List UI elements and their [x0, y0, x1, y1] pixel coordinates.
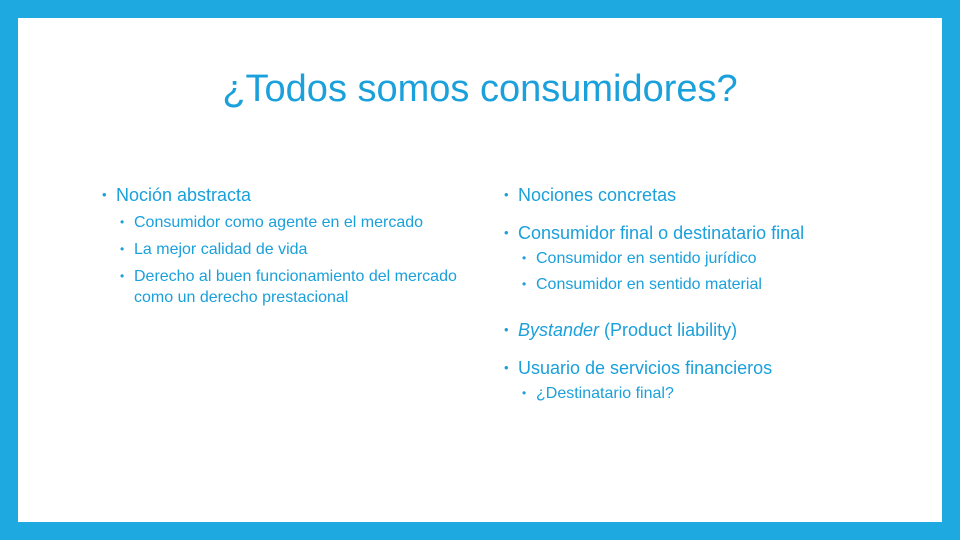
bullet-text: Nociones concretas — [518, 185, 677, 205]
bullet-text: Consumidor como agente en el mercado — [134, 214, 424, 231]
bullet-concrete-notions — [504, 184, 904, 206]
bullet-text: Usuario de servicios financieros — [518, 358, 773, 378]
sub-bullet — [522, 383, 904, 404]
bullet-text: Consumidor final o destinatario final — [518, 223, 805, 243]
bullet-financial-services — [504, 357, 904, 379]
bullet-text: ¿Destinatario final? — [536, 385, 674, 402]
bullet-text: La mejor calidad de vida — [134, 241, 308, 258]
sub-bullet — [120, 266, 477, 308]
bullet-text: Consumidor en sentido material — [536, 276, 762, 293]
sub-bullet — [120, 212, 477, 233]
bullet-abstract-notion — [102, 184, 477, 206]
sub-bullet — [522, 248, 904, 269]
left-column — [102, 164, 477, 308]
bullet-text: Derecho al buen funcionamiento del mercado como un derecho prestacional — [134, 268, 457, 306]
slide-title: ¿Todos somos consumidores? — [222, 68, 738, 110]
bullet-bystander — [504, 319, 904, 341]
bullet-text: (Product liability) — [599, 320, 738, 340]
bullet-final-consumer — [504, 222, 904, 244]
slide — [18, 18, 942, 522]
bullet-text: Noción abstracta — [116, 185, 252, 205]
sub-bullet — [522, 274, 904, 295]
sub-bullet — [120, 239, 477, 260]
right-column — [504, 164, 904, 404]
bystander-term: Bystander — [518, 320, 600, 340]
bullet-text: Consumidor en sentido jurídico — [536, 250, 757, 267]
